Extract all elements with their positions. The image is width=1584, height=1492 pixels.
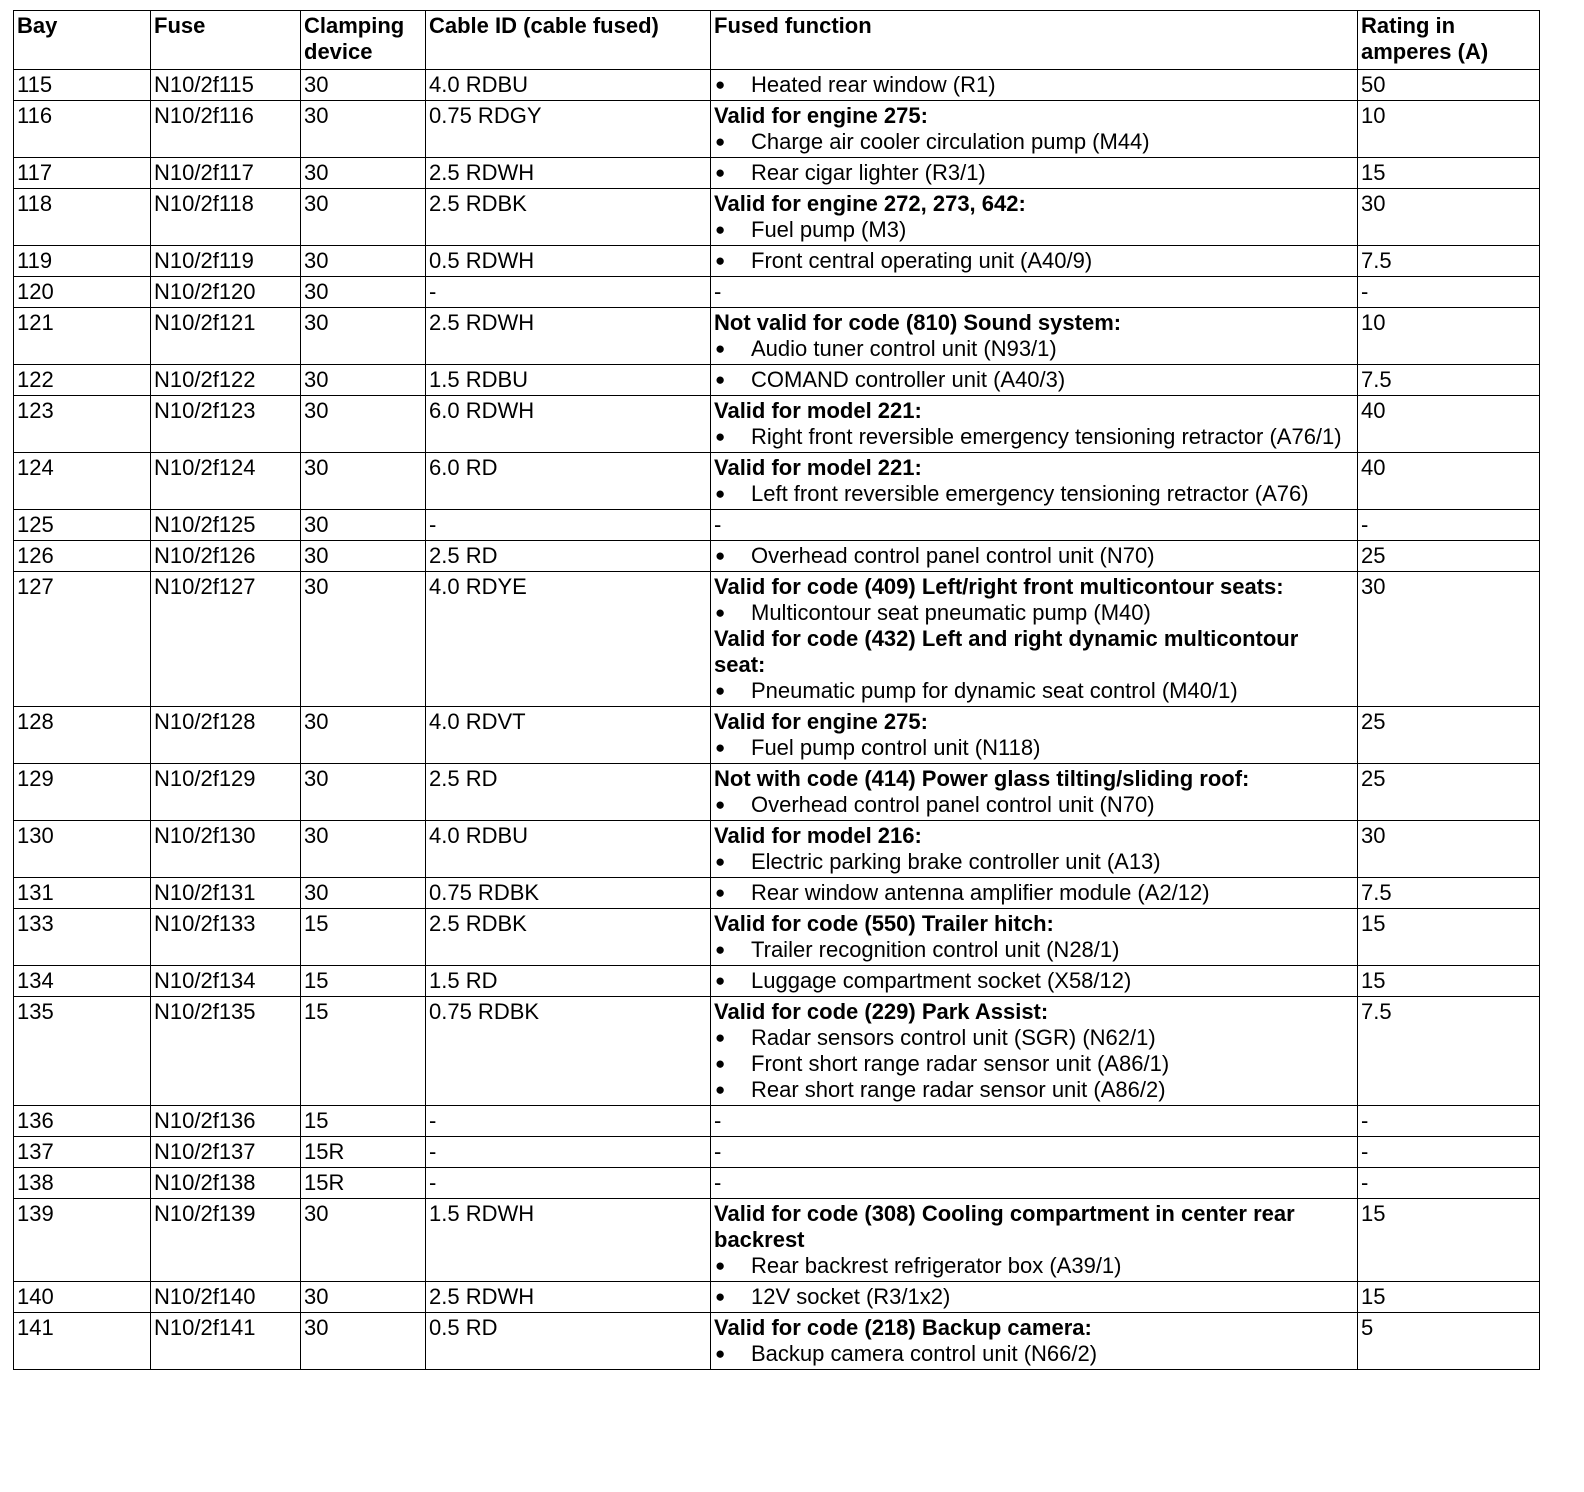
cell-cable-id: 0.5 RDWH — [426, 246, 711, 277]
cell-clamping-device: 30 — [301, 707, 426, 764]
cell-bay: 138 — [14, 1168, 151, 1199]
table-header — [14, 11, 1540, 70]
cell-fuse: N10/2f141 — [151, 1313, 301, 1370]
cell-rating: 7.5 — [1358, 997, 1540, 1106]
cell-cable-id: 4.0 RDYE — [426, 572, 711, 707]
cell-fused-function — [711, 707, 1358, 764]
condition-heading: Not with code (414) Power glass tilting/sliding roof: — [714, 766, 1250, 791]
function-text: - — [714, 1108, 722, 1133]
cell-fused-function — [711, 1168, 1358, 1199]
cell-clamping-device: 30 — [301, 572, 426, 707]
cell-bay: 115 — [14, 70, 151, 101]
cell-cable-id: 2.5 RD — [426, 541, 711, 572]
cell-cable-id: 6.0 RD — [426, 453, 711, 510]
bullet-item: ● COMAND controller unit (A40/3) — [714, 367, 1355, 393]
condition-heading: Valid for code (550) Trailer hitch: — [714, 911, 1054, 936]
bullet-item: ● Backup camera control unit (N66/2) — [714, 1341, 1355, 1367]
condition-heading: Valid for engine 275: — [714, 103, 928, 128]
cell-clamping-device: 15 — [301, 1106, 426, 1137]
cell-bay: 126 — [14, 541, 151, 572]
cell-clamping-device: 30 — [301, 189, 426, 246]
table-row — [14, 1313, 1540, 1370]
table-row — [14, 909, 1540, 966]
cell-cable-id: 1.5 RDWH — [426, 1199, 711, 1282]
cell-bay: 122 — [14, 365, 151, 396]
cell-fuse: N10/2f137 — [151, 1137, 301, 1168]
bullet-item: ● Electric parking brake controller unit (A13) — [714, 849, 1355, 875]
cell-clamping-device: 15R — [301, 1137, 426, 1168]
cell-fused-function — [711, 541, 1358, 572]
cell-fuse: N10/2f129 — [151, 764, 301, 821]
header-bay: Bay — [14, 11, 151, 70]
cell-fused-function — [711, 1313, 1358, 1370]
cell-fuse: N10/2f116 — [151, 101, 301, 158]
cell-fused-function — [711, 966, 1358, 997]
condition-heading: Valid for model 221: — [714, 398, 922, 423]
function-text: - — [714, 1170, 722, 1195]
cell-bay: 129 — [14, 764, 151, 821]
cell-cable-id: 6.0 RDWH — [426, 396, 711, 453]
cell-fuse: N10/2f139 — [151, 1199, 301, 1282]
cell-bay: 128 — [14, 707, 151, 764]
cell-fuse: N10/2f121 — [151, 308, 301, 365]
cell-bay: 136 — [14, 1106, 151, 1137]
bullet-item: ● Charge air cooler circulation pump (M44) — [714, 129, 1355, 155]
cell-rating: 50 — [1358, 70, 1540, 101]
cell-bay: 123 — [14, 396, 151, 453]
table-row — [14, 158, 1540, 189]
condition-heading: Valid for code (308) Cooling compartment in center rear backrest — [714, 1201, 1295, 1252]
bullet-item: ● Radar sensors control unit (SGR) (N62/1) — [714, 1025, 1355, 1051]
cell-fuse: N10/2f134 — [151, 966, 301, 997]
cell-fuse: N10/2f135 — [151, 997, 301, 1106]
cell-bay: 118 — [14, 189, 151, 246]
cell-fused-function — [711, 1106, 1358, 1137]
bullet-item: ● Rear short range radar sensor unit (A86/2) — [714, 1077, 1355, 1103]
cell-bay: 137 — [14, 1137, 151, 1168]
cell-rating: 10 — [1358, 308, 1540, 365]
bullet-item: ● Luggage compartment socket (X58/12) — [714, 968, 1355, 994]
cell-rating: 15 — [1358, 1282, 1540, 1313]
cell-clamping-device: 30 — [301, 541, 426, 572]
bullet-item: ● Rear backrest refrigerator box (A39/1) — [714, 1253, 1355, 1279]
cell-rating: 15 — [1358, 1199, 1540, 1282]
bullet-item: ● Pneumatic pump for dynamic seat control (M40/1) — [714, 678, 1355, 704]
table-row — [14, 246, 1540, 277]
cell-cable-id: 0.75 RDGY — [426, 101, 711, 158]
bullet-item: ● Fuel pump (M3) — [714, 217, 1355, 243]
cell-cable-id: 4.0 RDBU — [426, 821, 711, 878]
cell-fuse: N10/2f140 — [151, 1282, 301, 1313]
cell-rating: 25 — [1358, 707, 1540, 764]
cell-cable-id: - — [426, 1137, 711, 1168]
cell-fused-function — [711, 277, 1358, 308]
cell-bay: 119 — [14, 246, 151, 277]
cell-rating: - — [1358, 510, 1540, 541]
fuse-table — [13, 10, 1540, 1370]
header-row — [14, 11, 1540, 70]
bullet-item: ● Overhead control panel control unit (N70) — [714, 792, 1355, 818]
cell-rating: 15 — [1358, 909, 1540, 966]
table-row — [14, 189, 1540, 246]
cell-bay: 127 — [14, 572, 151, 707]
header-fuse: Fuse — [151, 11, 301, 70]
cell-fused-function — [711, 764, 1358, 821]
cell-cable-id: 1.5 RD — [426, 966, 711, 997]
cell-clamping-device: 30 — [301, 821, 426, 878]
table-row — [14, 1106, 1540, 1137]
cell-cable-id: 4.0 RDBU — [426, 70, 711, 101]
cell-clamping-device: 30 — [301, 396, 426, 453]
cell-fused-function — [711, 909, 1358, 966]
table-row — [14, 764, 1540, 821]
cell-clamping-device: 30 — [301, 764, 426, 821]
cell-fused-function — [711, 878, 1358, 909]
cell-cable-id: - — [426, 510, 711, 541]
cell-clamping-device: 15R — [301, 1168, 426, 1199]
cell-fused-function — [711, 246, 1358, 277]
table-row — [14, 1199, 1540, 1282]
cell-rating: 30 — [1358, 572, 1540, 707]
cell-clamping-device: 30 — [301, 878, 426, 909]
bullet-item: ● Front short range radar sensor unit (A86/1) — [714, 1051, 1355, 1077]
table-row — [14, 70, 1540, 101]
table-row — [14, 878, 1540, 909]
cell-clamping-device: 30 — [301, 1282, 426, 1313]
cell-bay: 130 — [14, 821, 151, 878]
cell-fused-function — [711, 396, 1358, 453]
function-text: - — [714, 1139, 722, 1164]
cell-rating: 7.5 — [1358, 365, 1540, 396]
cell-fused-function — [711, 1137, 1358, 1168]
bullet-item: ● Fuel pump control unit (N118) — [714, 735, 1355, 761]
cell-rating: 5 — [1358, 1313, 1540, 1370]
cell-fuse: N10/2f138 — [151, 1168, 301, 1199]
table-body — [14, 70, 1540, 1370]
condition-heading: Valid for code (432) Left and right dynamic multicontour seat: — [714, 626, 1299, 677]
table-row — [14, 277, 1540, 308]
condition-heading: Valid for code (229) Park Assist: — [714, 999, 1049, 1024]
cell-fused-function — [711, 1199, 1358, 1282]
cell-fuse: N10/2f120 — [151, 277, 301, 308]
cell-fused-function — [711, 158, 1358, 189]
cell-fuse: N10/2f125 — [151, 510, 301, 541]
cell-rating: 15 — [1358, 966, 1540, 997]
cell-bay: 125 — [14, 510, 151, 541]
cell-bay: 141 — [14, 1313, 151, 1370]
table-row — [14, 308, 1540, 365]
cell-fused-function — [711, 997, 1358, 1106]
condition-heading: Valid for model 221: — [714, 455, 922, 480]
cell-rating: 25 — [1358, 541, 1540, 572]
table-row — [14, 510, 1540, 541]
table-row — [14, 821, 1540, 878]
cell-fused-function — [711, 572, 1358, 707]
cell-rating: 30 — [1358, 189, 1540, 246]
cell-fuse: N10/2f126 — [151, 541, 301, 572]
cell-fused-function — [711, 365, 1358, 396]
cell-rating: - — [1358, 1106, 1540, 1137]
bullet-item: ● Overhead control panel control unit (N70) — [714, 543, 1355, 569]
cell-clamping-device: 15 — [301, 966, 426, 997]
cell-cable-id: - — [426, 1106, 711, 1137]
table-row — [14, 997, 1540, 1106]
condition-heading: Not valid for code (810) Sound system: — [714, 310, 1122, 335]
bullet-item: ● Right front reversible emergency tensioning retractor (A76/1) — [714, 424, 1355, 450]
cell-fuse: N10/2f136 — [151, 1106, 301, 1137]
cell-bay: 134 — [14, 966, 151, 997]
cell-fuse: N10/2f128 — [151, 707, 301, 764]
cell-clamping-device: 30 — [301, 277, 426, 308]
table-row — [14, 1168, 1540, 1199]
header-fused-function: Fused function — [711, 11, 1358, 70]
cell-bay: 121 — [14, 308, 151, 365]
cell-fused-function — [711, 101, 1358, 158]
cell-bay: 120 — [14, 277, 151, 308]
cell-cable-id: 2.5 RD — [426, 764, 711, 821]
table-row — [14, 572, 1540, 707]
bullet-item: ● Left front reversible emergency tensioning retractor (A76) — [714, 481, 1355, 507]
cell-clamping-device: 30 — [301, 365, 426, 396]
condition-heading: Valid for model 216: — [714, 823, 922, 848]
bullet-item: ● Multicontour seat pneumatic pump (M40) — [714, 600, 1355, 626]
bullet-item: ● 12V socket (R3/1x2) — [714, 1284, 1355, 1310]
cell-rating: 15 — [1358, 158, 1540, 189]
cell-cable-id: 4.0 RDVT — [426, 707, 711, 764]
cell-fuse: N10/2f127 — [151, 572, 301, 707]
cell-rating: 40 — [1358, 396, 1540, 453]
table-row — [14, 966, 1540, 997]
condition-heading: Valid for engine 275: — [714, 709, 928, 734]
table-row — [14, 707, 1540, 764]
cell-cable-id: 1.5 RDBU — [426, 365, 711, 396]
bullet-item: ● Front central operating unit (A40/9) — [714, 248, 1355, 274]
cell-fuse: N10/2f117 — [151, 158, 301, 189]
table-row — [14, 365, 1540, 396]
cell-cable-id: 2.5 RDWH — [426, 158, 711, 189]
cell-cable-id: 2.5 RDBK — [426, 909, 711, 966]
cell-fuse: N10/2f122 — [151, 365, 301, 396]
table-row — [14, 453, 1540, 510]
cell-cable-id: 2.5 RDBK — [426, 189, 711, 246]
condition-heading: Valid for engine 272, 273, 642: — [714, 191, 1026, 216]
cell-rating: 30 — [1358, 821, 1540, 878]
cell-clamping-device: 30 — [301, 101, 426, 158]
table-row — [14, 541, 1540, 572]
cell-clamping-device: 15 — [301, 997, 426, 1106]
cell-bay: 124 — [14, 453, 151, 510]
condition-heading: Valid for code (409) Left/right front multicontour seats: — [714, 574, 1284, 599]
cell-fused-function — [711, 453, 1358, 510]
bullet-item: ● Heated rear window (R1) — [714, 72, 1355, 98]
cell-cable-id: 2.5 RDWH — [426, 308, 711, 365]
header-clamping-device: Clamping device — [301, 11, 426, 70]
cell-rating: - — [1358, 1137, 1540, 1168]
cell-cable-id: 2.5 RDWH — [426, 1282, 711, 1313]
cell-rating: - — [1358, 1168, 1540, 1199]
function-text: - — [714, 279, 722, 304]
cell-rating: 7.5 — [1358, 246, 1540, 277]
cell-rating: 25 — [1358, 764, 1540, 821]
cell-fused-function — [711, 189, 1358, 246]
cell-clamping-device: 30 — [301, 510, 426, 541]
table-row — [14, 396, 1540, 453]
header-cable-id: Cable ID (cable fused) — [426, 11, 711, 70]
cell-clamping-device: 30 — [301, 70, 426, 101]
cell-fused-function — [711, 1282, 1358, 1313]
table-row — [14, 1282, 1540, 1313]
cell-rating: 7.5 — [1358, 878, 1540, 909]
table-row — [14, 101, 1540, 158]
cell-cable-id: 0.75 RDBK — [426, 997, 711, 1106]
cell-clamping-device: 30 — [301, 308, 426, 365]
cell-clamping-device: 30 — [301, 246, 426, 277]
cell-clamping-device: 30 — [301, 1199, 426, 1282]
cell-fuse: N10/2f123 — [151, 396, 301, 453]
cell-cable-id: - — [426, 277, 711, 308]
cell-cable-id: 0.5 RD — [426, 1313, 711, 1370]
cell-bay: 131 — [14, 878, 151, 909]
bullet-item: ● Rear window antenna amplifier module (A2/12) — [714, 880, 1355, 906]
cell-bay: 133 — [14, 909, 151, 966]
cell-fuse: N10/2f131 — [151, 878, 301, 909]
cell-fuse: N10/2f133 — [151, 909, 301, 966]
cell-fused-function — [711, 70, 1358, 101]
header-rating: Rating in amperes (A) — [1358, 11, 1540, 70]
table-row — [14, 1137, 1540, 1168]
cell-bay: 116 — [14, 101, 151, 158]
cell-fuse: N10/2f130 — [151, 821, 301, 878]
cell-bay: 117 — [14, 158, 151, 189]
cell-bay: 139 — [14, 1199, 151, 1282]
cell-fused-function — [711, 308, 1358, 365]
function-text: - — [714, 512, 722, 537]
cell-cable-id: - — [426, 1168, 711, 1199]
cell-rating: 10 — [1358, 101, 1540, 158]
cell-fuse: N10/2f118 — [151, 189, 301, 246]
cell-clamping-device: 15 — [301, 909, 426, 966]
condition-heading: Valid for code (218) Backup camera: — [714, 1315, 1092, 1340]
cell-rating: 40 — [1358, 453, 1540, 510]
cell-cable-id: 0.75 RDBK — [426, 878, 711, 909]
cell-clamping-device: 30 — [301, 453, 426, 510]
cell-bay: 140 — [14, 1282, 151, 1313]
bullet-item: ● Trailer recognition control unit (N28/1) — [714, 937, 1355, 963]
cell-fuse: N10/2f124 — [151, 453, 301, 510]
cell-clamping-device: 30 — [301, 158, 426, 189]
cell-bay: 135 — [14, 997, 151, 1106]
bullet-item: ● Rear cigar lighter (R3/1) — [714, 160, 1355, 186]
bullet-item: ● Audio tuner control unit (N93/1) — [714, 336, 1355, 362]
cell-rating: - — [1358, 277, 1540, 308]
cell-fuse: N10/2f119 — [151, 246, 301, 277]
cell-fused-function — [711, 821, 1358, 878]
cell-fused-function — [711, 510, 1358, 541]
cell-fuse: N10/2f115 — [151, 70, 301, 101]
cell-clamping-device: 30 — [301, 1313, 426, 1370]
